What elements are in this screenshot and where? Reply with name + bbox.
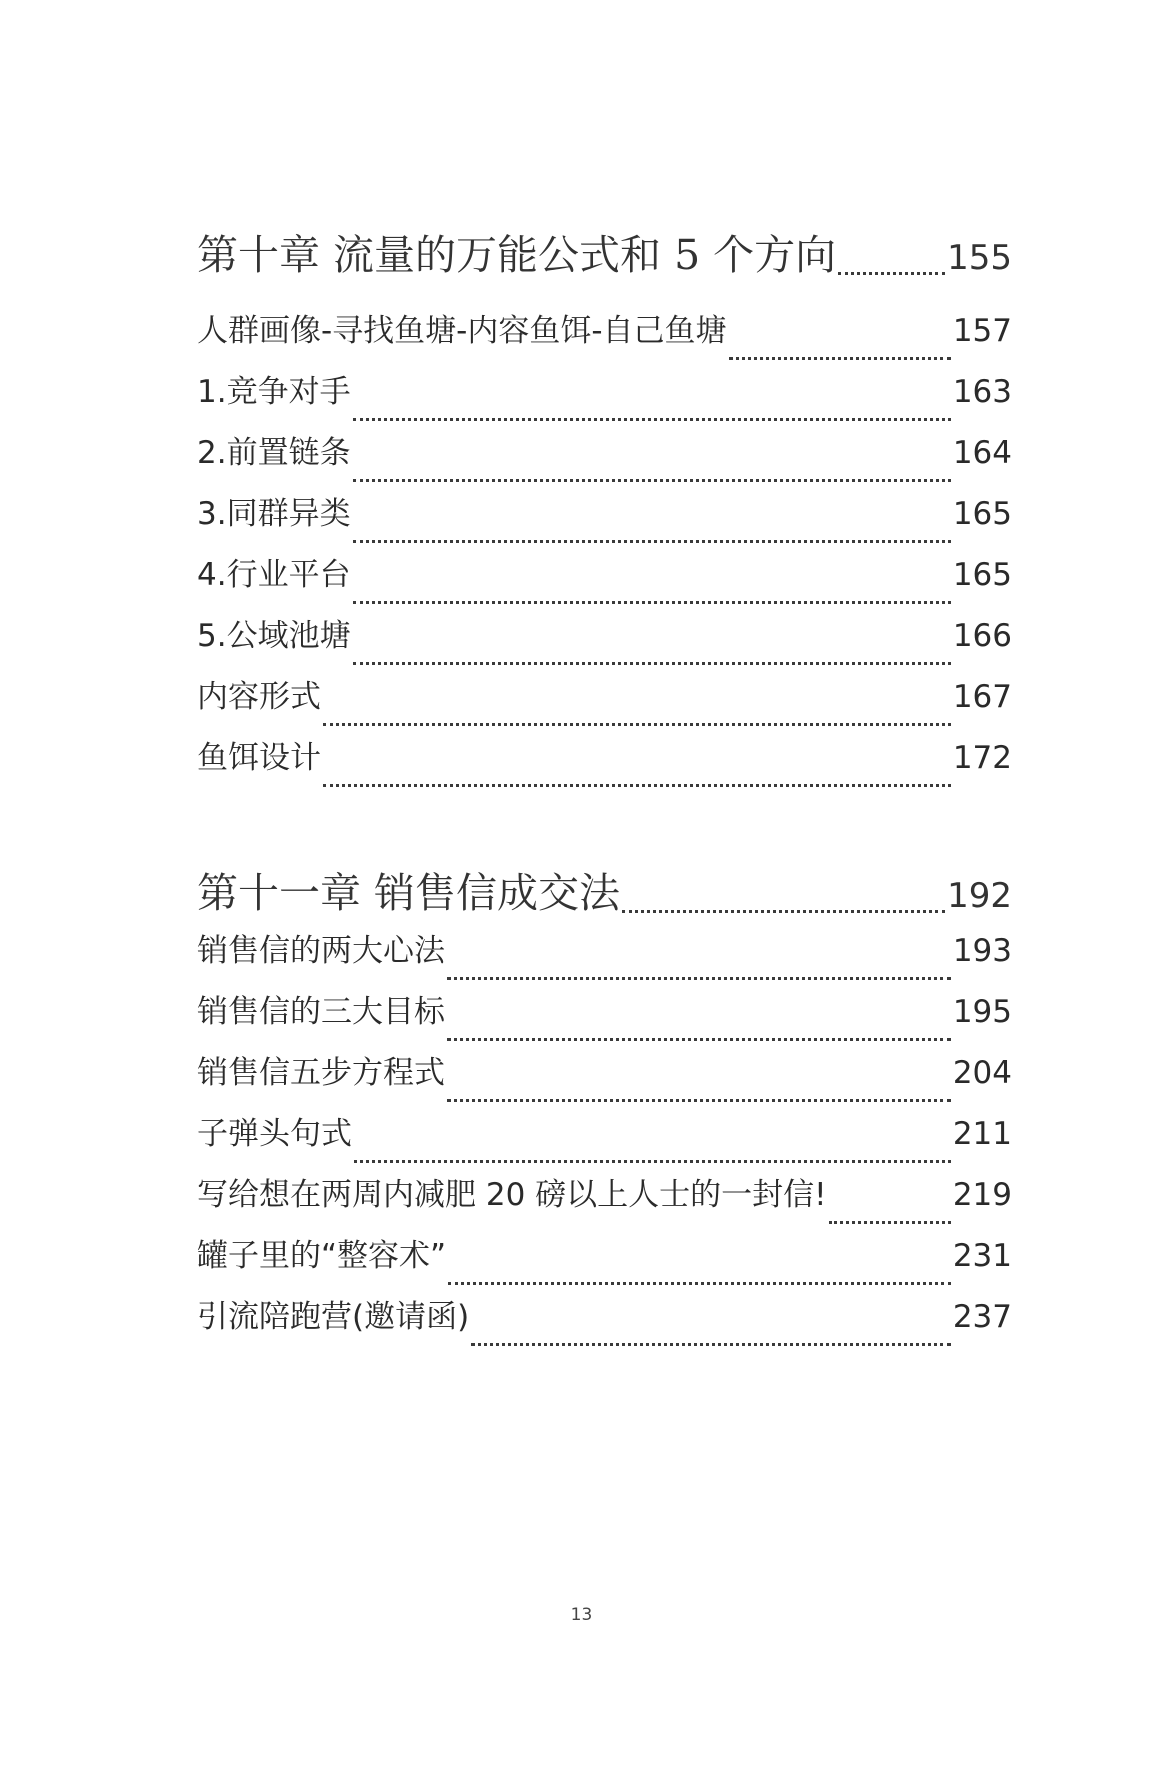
entry-page-number: 157 — [952, 313, 1012, 349]
toc-entry — [197, 610, 1012, 671]
dot-leader — [829, 1169, 951, 1230]
entry-title: 3.同群异类 — [197, 496, 351, 532]
entry-title: 4.行业平台 — [197, 557, 351, 593]
dot-leader — [838, 222, 945, 282]
entry-page-number: 211 — [952, 1116, 1012, 1152]
toc-entry — [197, 305, 1012, 366]
entry-page-number: 237 — [952, 1299, 1012, 1335]
toc-entry — [197, 488, 1012, 549]
dot-leader — [353, 610, 951, 671]
entry-page-number: 193 — [952, 933, 1012, 969]
entry-title: 子弹头句式 — [197, 1116, 352, 1152]
toc-section-chapter-11 — [197, 860, 1012, 920]
dot-leader — [447, 986, 951, 1047]
dot-leader — [353, 549, 951, 610]
entry-page-number: 231 — [952, 1238, 1012, 1274]
toc-entry — [197, 1108, 1012, 1169]
entry-title: 人群画像-寻找鱼塘-内容鱼饵-自己鱼塘 — [197, 313, 727, 349]
dot-leader — [354, 1108, 951, 1169]
entry-title: 1.竞争对手 — [197, 374, 351, 410]
dot-leader — [622, 860, 945, 920]
entry-page-number: 172 — [952, 740, 1012, 776]
entry-page-number: 163 — [952, 374, 1012, 410]
chapter-page-number: 192 — [947, 876, 1012, 916]
toc-entry — [197, 366, 1012, 427]
toc-entry — [197, 925, 1012, 986]
chapter-page-number: 155 — [947, 238, 1012, 278]
entry-title: 内容形式 — [197, 679, 321, 715]
entry-page-number: 219 — [952, 1177, 1012, 1213]
entry-page-number: 165 — [952, 557, 1012, 593]
chapter-heading — [197, 222, 1012, 282]
entry-title: 销售信的三大目标 — [197, 994, 445, 1030]
entry-page-number: 164 — [952, 435, 1012, 471]
dot-leader — [323, 732, 951, 793]
entry-title: 5.公域池塘 — [197, 618, 351, 654]
entry-page-number: 165 — [952, 496, 1012, 532]
toc-entry — [197, 427, 1012, 488]
entry-page-number: 167 — [952, 679, 1012, 715]
dot-leader — [323, 671, 951, 732]
toc-entry — [197, 986, 1012, 1047]
dot-leader — [729, 305, 951, 366]
entry-title: 鱼饵设计 — [197, 740, 321, 776]
dot-leader — [447, 1047, 951, 1108]
entry-title: 2.前置链条 — [197, 435, 351, 471]
entry-page-number: 166 — [952, 618, 1012, 654]
dot-leader — [448, 1230, 951, 1291]
entry-page-number: 195 — [952, 994, 1012, 1030]
dot-leader — [471, 1291, 951, 1352]
toc-entries-chapter-10 — [197, 305, 1012, 793]
toc-entry — [197, 549, 1012, 610]
chapter-title: 第十一章 销售信成交法 — [197, 869, 621, 917]
dot-leader — [353, 488, 951, 549]
entry-title: 销售信的两大心法 — [197, 933, 445, 969]
entry-title: 引流陪跑营(邀请函) — [197, 1299, 470, 1335]
toc-entry — [197, 1230, 1012, 1291]
toc-entries-chapter-11 — [197, 925, 1012, 1352]
toc-entry — [197, 671, 1012, 732]
entry-title: 销售信五步方程式 — [197, 1055, 445, 1091]
chapter-heading — [197, 860, 1012, 920]
toc-entry — [197, 732, 1012, 793]
entry-title: 写给想在两周内减肥 20 磅以上人士的一封信! — [197, 1177, 827, 1213]
entry-title: 罐子里的“整容术” — [197, 1238, 447, 1274]
dot-leader — [353, 427, 951, 488]
entry-page-number: 204 — [952, 1055, 1012, 1091]
dot-leader — [447, 925, 951, 986]
chapter-title: 第十章 流量的万能公式和 5 个方向 — [197, 231, 837, 279]
dot-leader — [353, 366, 951, 427]
toc-section-chapter-10 — [197, 222, 1012, 282]
toc-entry — [197, 1291, 1012, 1352]
toc-entry — [197, 1169, 1012, 1230]
footer-page-number: 13 — [570, 1605, 593, 1625]
toc-entry — [197, 1047, 1012, 1108]
